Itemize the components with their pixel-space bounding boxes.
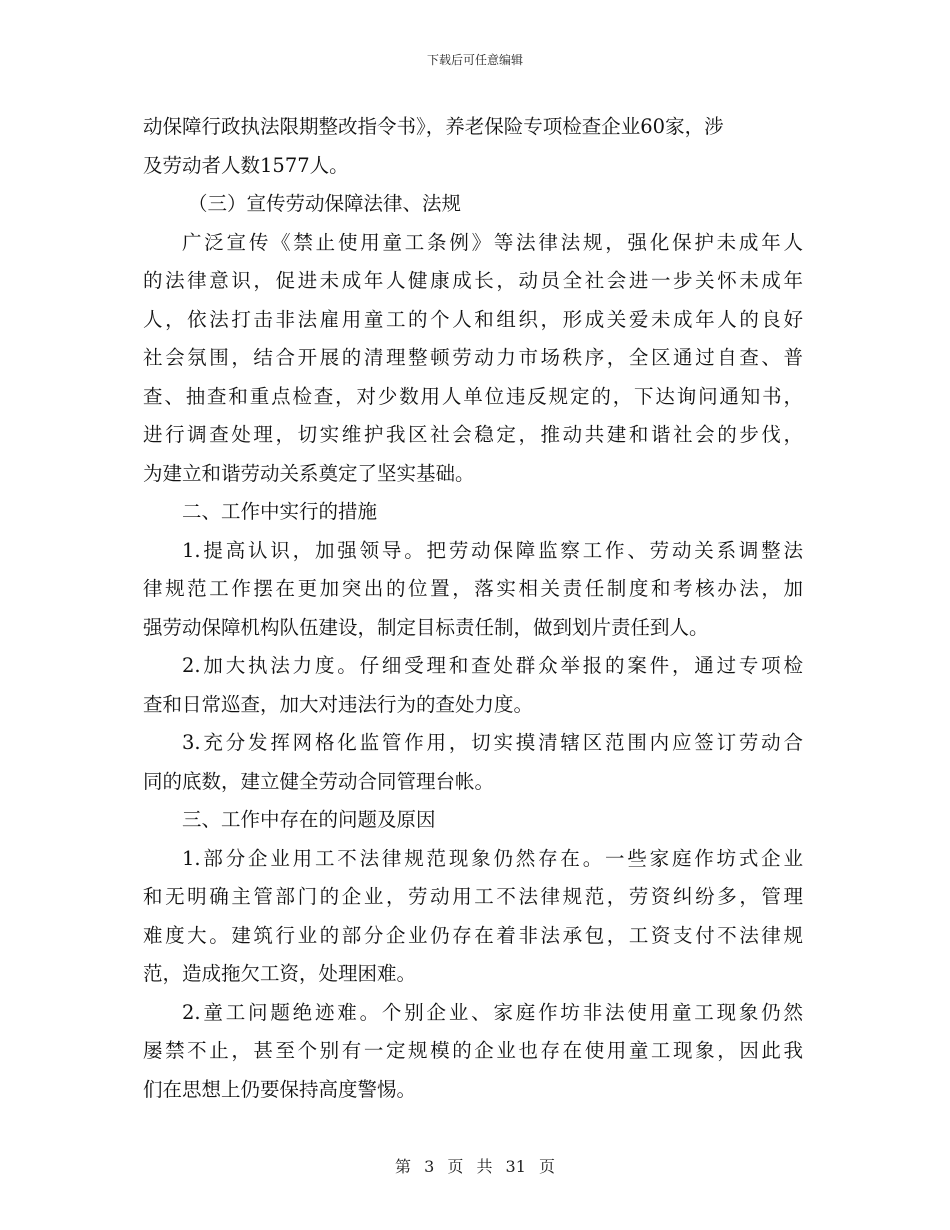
body-line: 律规范工作摆在更加突出的位置，落实相关责任制度和考核办法，加: [143, 577, 803, 600]
document-body: [143, 108, 803, 1109]
body-line: 社会氛围，结合开展的清理整顿劳动力市场秩序，全区通过自查、普: [143, 346, 803, 369]
page-header: 下载后可任意编辑: [426, 53, 523, 67]
body-line: 为建立和谐劳动关系奠定了坚实基础。: [143, 461, 475, 485]
body-line: 进行调查处理，切实维护我区社会稳定，推动共建和谐社会的步伐，: [143, 423, 803, 446]
body-line: 查和日常巡查，加大对违法行为的查处力度。: [143, 692, 534, 716]
body-line: 和无明确主管部门的企业，劳动用工不法律规范，劳资纠纷多，管理: [143, 885, 803, 908]
body-line: 同的底数，建立健全劳动合同管理台帐。: [143, 769, 495, 793]
body-line: 的法律意识，促进未成年人健康成长，动员全社会进一步关怀未成年: [143, 269, 803, 292]
section-heading: 二、工作中实行的措施: [182, 500, 378, 523]
body-line: 屡禁不止，甚至个别有一定规模的企业也存在使用童工现象，因此我: [143, 1039, 803, 1062]
body-line: 难度大。建筑行业的部分企业仍存在着非法承包，工资支付不法律规: [143, 923, 803, 947]
body-line: 范，造成拖欠工资，处理困难。: [143, 962, 417, 985]
body-line: 1.提高认识，加强领导。把劳动保障监察工作、劳动关系调整法: [182, 538, 803, 562]
body-line: 3.充分发挥网格化监管作用，切实摸清辖区范围内应签订劳动合: [182, 731, 803, 754]
page-footer: 第 3 页 共 31 页: [395, 1157, 555, 1176]
body-line: 2.加大执法力度。仔细受理和查处群众举报的案件，通过专项检: [182, 654, 803, 677]
body-line: 广泛宣传《禁止使用童工条例》等法律法规，强化保护未成年人: [182, 230, 803, 254]
body-line: 2.童工问题绝迹难。个别企业、家庭作坊非法使用童工现象仍然: [182, 1000, 803, 1024]
body-line: 1.部分企业用工不法律规范现象仍然存在。一些家庭作坊式企业: [182, 846, 803, 870]
section-heading: 三、工作中存在的问题及原因: [182, 808, 436, 831]
body-line: 们在思想上仍要保持高度警惕。: [143, 1077, 417, 1101]
body-line: 查、抽查和重点检查，对少数用人单位违反规定的，下达询问通知书，: [143, 384, 803, 408]
body-line: 强劳动保障机构队伍建设，制定目标责任制，做到划片责任到人。: [143, 615, 709, 639]
body-line: 人，依法打击非法雇用童工的个人和组织，形成关爱未成年人的良好: [143, 307, 803, 331]
body-line: 动保障行政执法限期整改指令书》，养老保险专项检查企业60家，涉: [143, 115, 724, 138]
body-line: 及劳动者人数1577人。: [143, 153, 349, 177]
section-heading: （三）宣传劳动保障法律、法规: [188, 192, 462, 215]
